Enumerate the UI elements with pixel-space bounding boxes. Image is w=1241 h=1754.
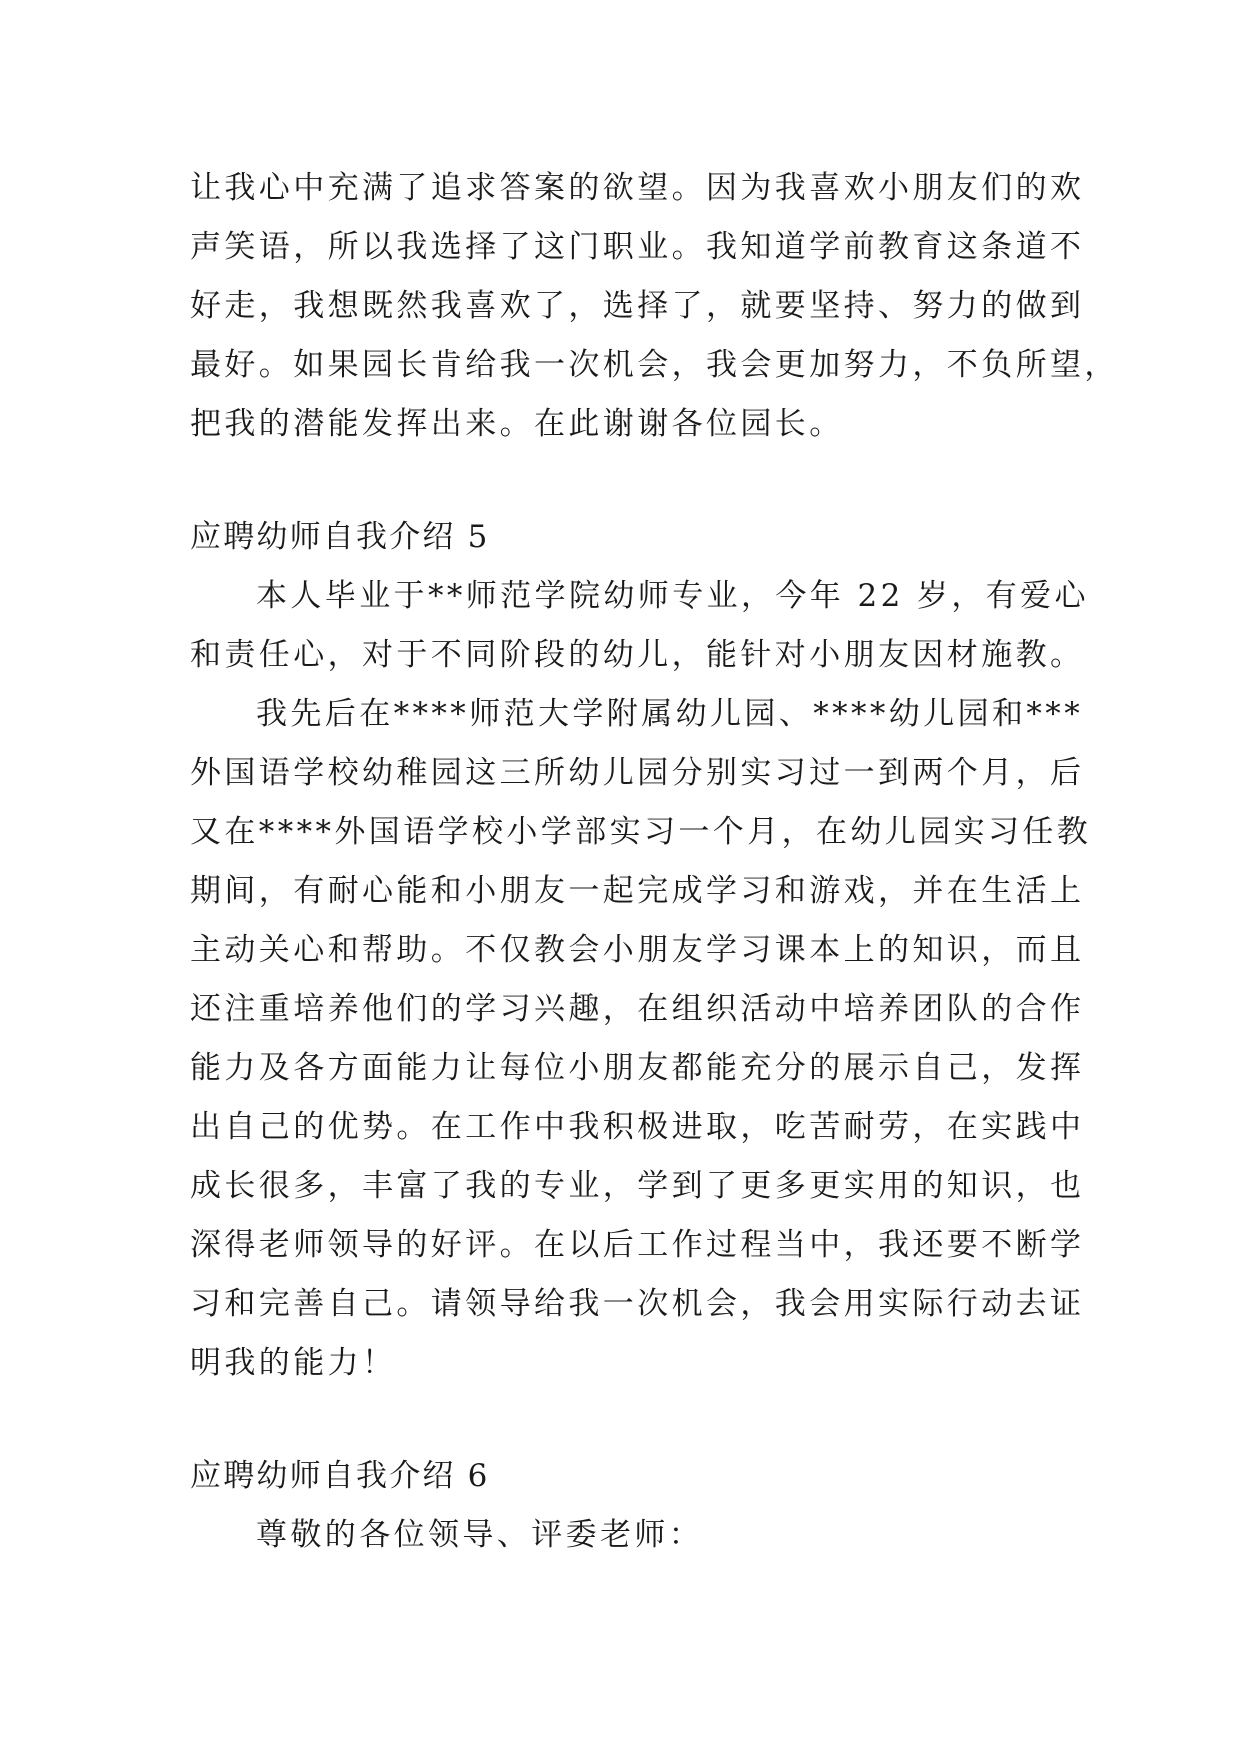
- paragraph-line: 让我心中充满了追求答案的欲望。因为我喜欢小朋友们的欢: [190, 170, 1085, 206]
- paragraph-line: 明我的能力！: [190, 1345, 397, 1381]
- paragraph-line: 成长很多，丰富了我的专业，学到了更多更实用的知识，也: [190, 1168, 1085, 1204]
- section-heading: 应聘幼师自我介绍 5: [190, 519, 490, 555]
- paragraph-line: 我先后在****师范大学附属幼儿园、****幼儿园和***: [256, 696, 1084, 732]
- paragraph-line: 好走，我想既然我喜欢了，选择了，就要坚持、努力的做到: [190, 288, 1085, 324]
- paragraph-line: 深得老师领导的好评。在以后工作过程当中，我还要不断学: [190, 1227, 1085, 1263]
- paragraph-line: 出自己的优势。在工作中我积极进取，吃苦耐劳，在实践中: [190, 1109, 1085, 1145]
- paragraph-line: 主动关心和帮助。不仅教会小朋友学习课本上的知识，而且: [190, 932, 1085, 968]
- paragraph-line: 期间，有耐心能和小朋友一起完成学习和游戏，并在生活上: [190, 873, 1085, 909]
- section-heading: 应聘幼师自我介绍 6: [190, 1458, 490, 1494]
- paragraph-line: 外国语学校幼稚园这三所幼儿园分别实习过一到两个月，后: [190, 755, 1085, 791]
- paragraph-line: 本人毕业于**师范学院幼师专业，今年 22 岁，有爱心: [256, 578, 1089, 614]
- paragraph-line: 能力及各方面能力让每位小朋友都能充分的展示自己，发挥: [190, 1050, 1085, 1086]
- paragraph-line: 还注重培养他们的学习兴趣，在组织活动中培养团队的合作: [190, 991, 1085, 1027]
- paragraph-line: 又在****外国语学校小学部实习一个月，在幼儿园实习任教: [190, 814, 1092, 850]
- paragraph-line: 习和完善自己。请领导给我一次机会，我会用实际行动去证: [190, 1286, 1085, 1322]
- paragraph-line: 和责任心，对于不同阶段的幼儿，能针对小朋友因材施教。: [190, 637, 1085, 673]
- greeting-line: 尊敬的各位领导、评委老师：: [256, 1517, 704, 1553]
- paragraph-line: 把我的潜能发挥出来。在此谢谢各位园长。: [190, 406, 844, 442]
- paragraph-line: 声笑语，所以我选择了这门职业。我知道学前教育这条道不: [190, 229, 1085, 265]
- paragraph-line: 最好。如果园长肯给我一次机会，我会更加努力，不负所望，: [190, 347, 1119, 383]
